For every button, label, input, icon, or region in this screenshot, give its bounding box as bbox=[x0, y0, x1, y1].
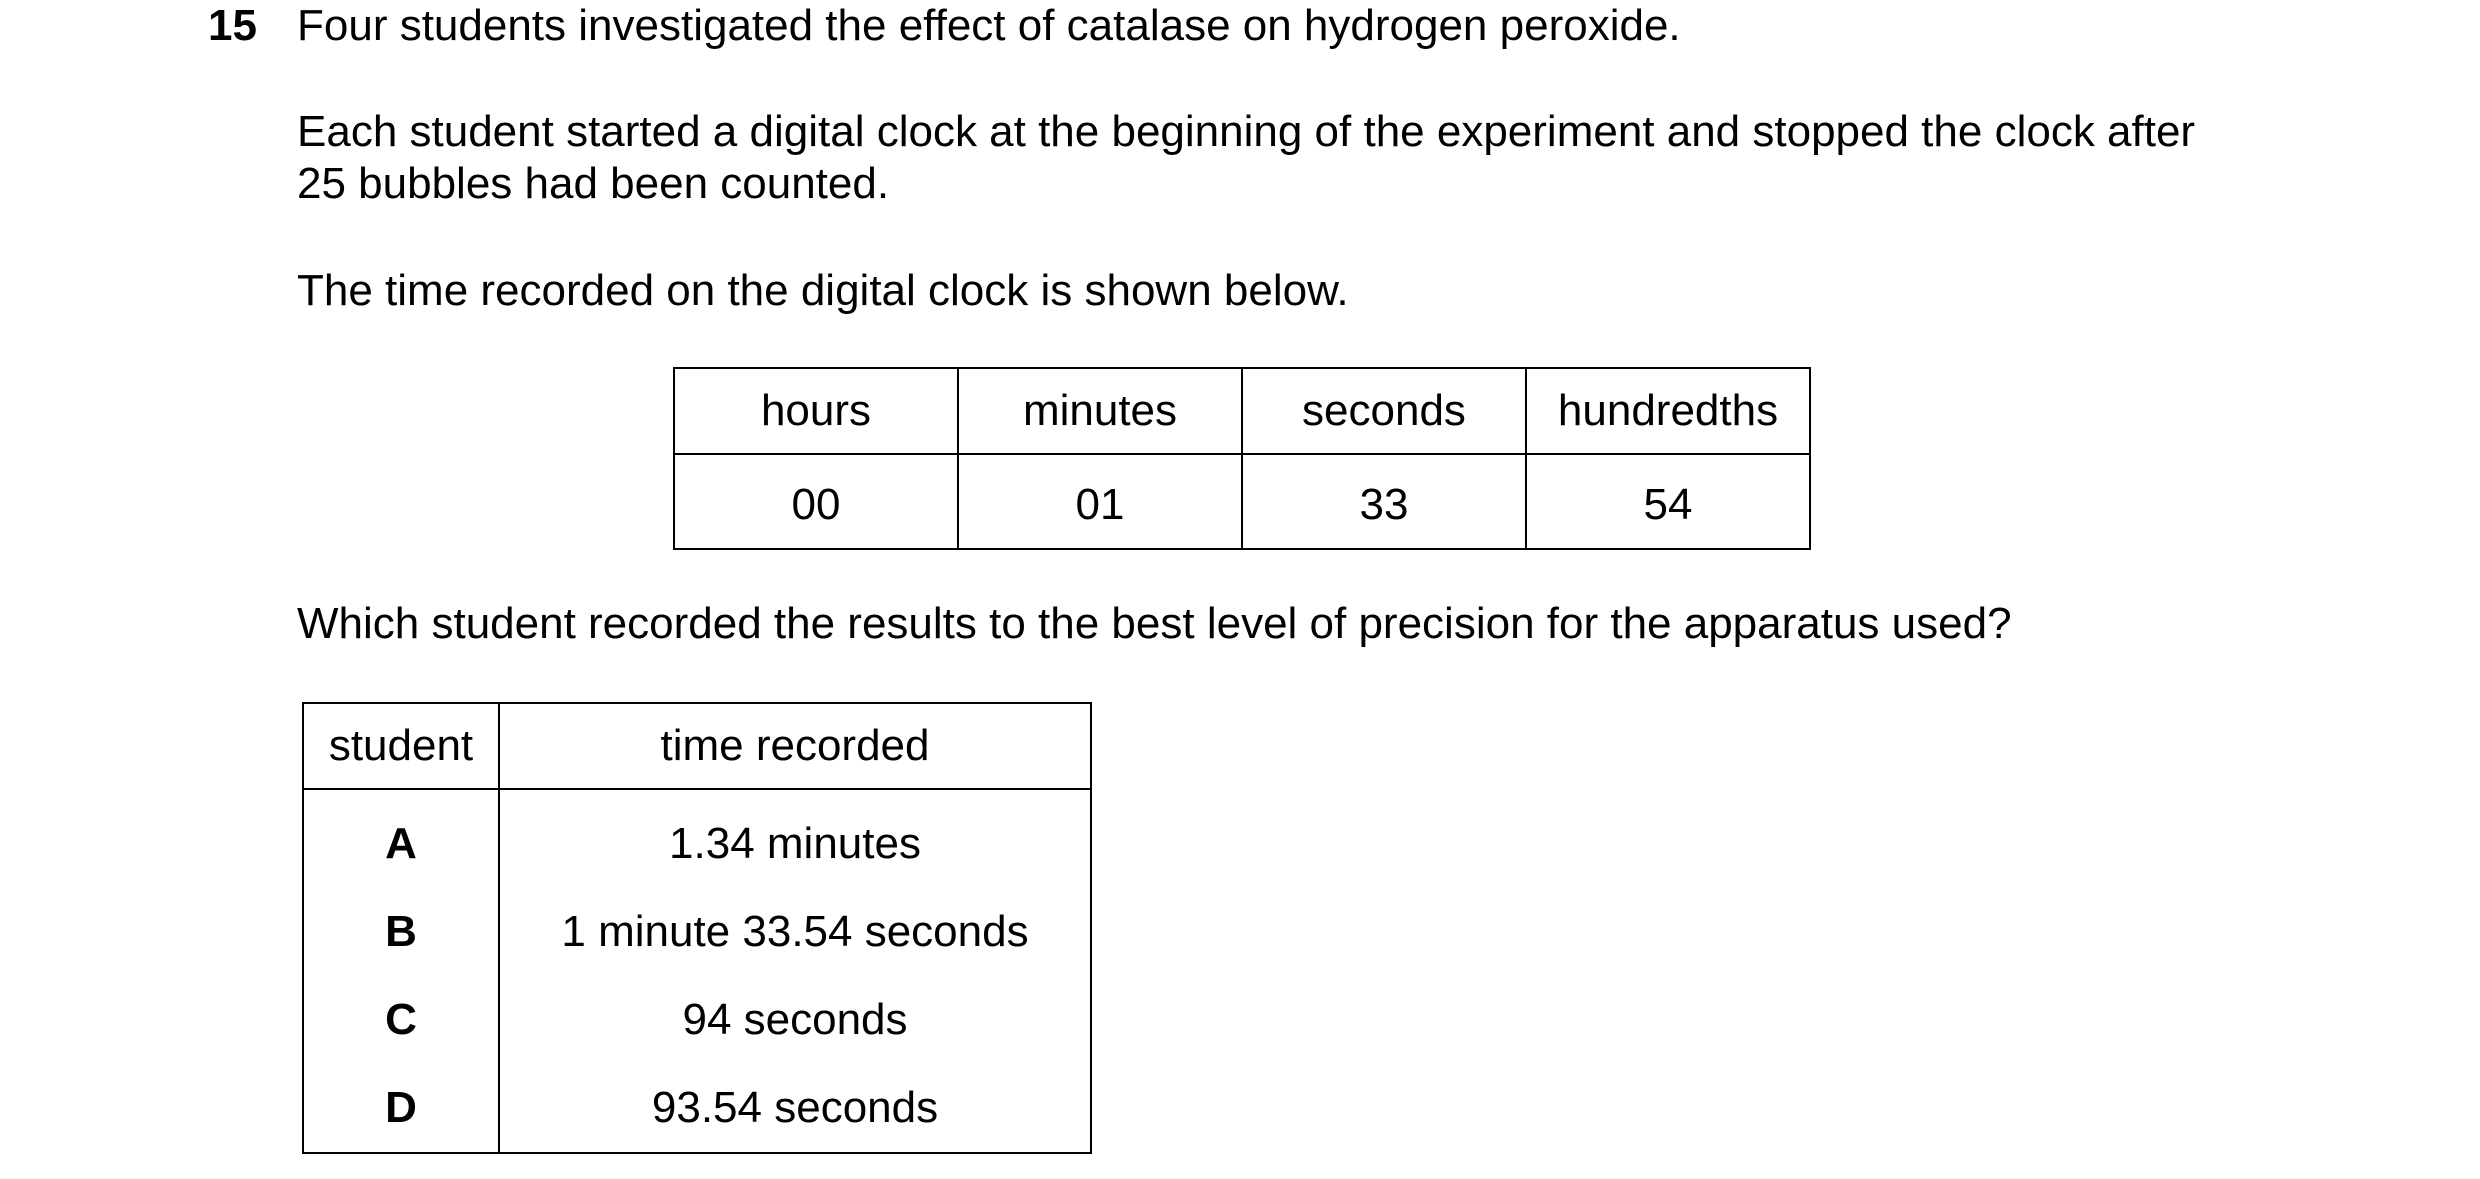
student-letter: A bbox=[303, 789, 499, 888]
question-number: 15 bbox=[208, 1, 257, 50]
student-letter: B bbox=[303, 888, 499, 976]
student-letter: D bbox=[303, 1064, 499, 1153]
clock-intro: The time recorded on the digital clock is shown below. bbox=[297, 266, 1349, 315]
clock-header-row bbox=[674, 368, 1810, 454]
digital-clock-table bbox=[673, 367, 1811, 550]
clock-value-minutes: 01 bbox=[958, 454, 1242, 549]
student-results-table bbox=[302, 702, 1092, 1154]
header-time-recorded: time recorded bbox=[499, 703, 1091, 789]
question-prompt: Which student recorded the results to the best level of precision for the apparatus used? bbox=[297, 599, 2012, 648]
time-recorded: 1 minute 33.54 seconds bbox=[499, 888, 1091, 976]
time-recorded: 93.54 seconds bbox=[499, 1064, 1091, 1153]
clock-value-hundredths: 54 bbox=[1526, 454, 1810, 549]
table-row bbox=[303, 976, 1091, 1064]
student-letter: C bbox=[303, 976, 499, 1064]
clock-header-hundredths: hundredths bbox=[1526, 368, 1810, 454]
header-student: student bbox=[303, 703, 499, 789]
clock-header-minutes: minutes bbox=[958, 368, 1242, 454]
table-row bbox=[303, 1064, 1091, 1153]
clock-header-seconds: seconds bbox=[1242, 368, 1526, 454]
clock-value-row bbox=[674, 454, 1810, 549]
clock-header-hours: hours bbox=[674, 368, 958, 454]
time-recorded: 94 seconds bbox=[499, 976, 1091, 1064]
question-intro: Four students investigated the effect of catalase on hydrogen peroxide. bbox=[297, 1, 1681, 50]
clock-value-hours: 00 bbox=[674, 454, 958, 549]
question-description-line-1: Each student started a digital clock at the beginning of the experiment and stopped the clock after bbox=[297, 107, 2196, 156]
clock-value-seconds: 33 bbox=[1242, 454, 1526, 549]
table-row bbox=[303, 888, 1091, 976]
table-row bbox=[303, 789, 1091, 888]
time-recorded: 1.34 minutes bbox=[499, 789, 1091, 888]
question-description-line-2: 25 bubbles had been counted. bbox=[297, 159, 890, 208]
student-table-header-row bbox=[303, 703, 1091, 789]
